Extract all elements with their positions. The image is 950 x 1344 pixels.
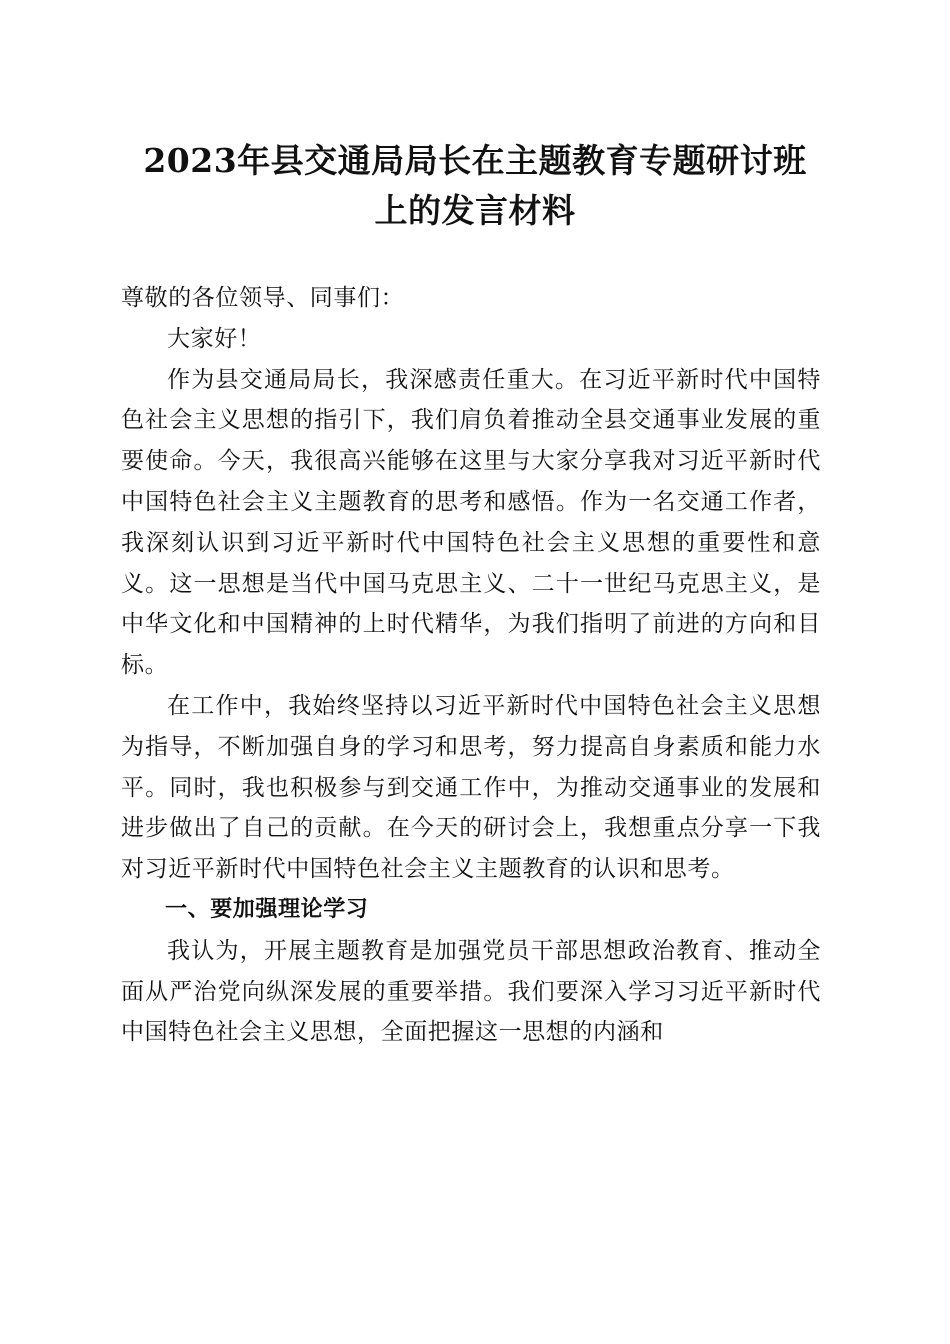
paragraph-1: 作为县交通局局长，我深感责任重大。在习近平新时代中国特色社会主义思想的指引下，我们肩负着推动全县交通事业发展的重要使命。今天，我很高兴能够在这里与大家分享我对习近平新时代中国特色社会主义主题教育的思考和感悟。作为一名交通工作者，我深刻认识到习近平新时代中国特色社会主义思想的重要性和意义。这一思想是当代中国马克思主义、二十一世纪马克思主义，是中华文化和中国精神的上时代精华，为我们指明了前进的方向和目标。 [121, 366, 821, 679]
title-line-2: 上的发言材料 [374, 191, 576, 230]
salutation: 尊敬的各位领导、同事们： [121, 285, 405, 311]
section-1-paragraph: 我认为，开展主题教育是加强党员干部思想政治教育、推动全面从严治党向纵深发展的重要举措。我们要深入学习习近平新时代中国特色社会主义思想，全面把握这一思想的内涵和 [121, 937, 821, 1046]
document-body [121, 278, 821, 1053]
document-title [100, 136, 850, 236]
section-heading-1: 一、要加强理论学习 [165, 896, 369, 922]
greeting: 大家好！ [167, 325, 262, 352]
paragraph-2: 在工作中，我始终坚持以习近平新时代中国特色社会主义思想为指导，不断加强自身的学习和思考，努力提高自身素质和能力水平。同时，我也积极参与到交通工作中，为推动交通事业的发展和进步做出了自己的贡献。在今天的研讨会上，我想重点分享一下我对习近平新时代中国特色社会主义主题教育的认识和思考。 [121, 692, 821, 883]
title-line-1: 2023年县交通局局长在主题教育专题研讨班 [143, 141, 807, 180]
